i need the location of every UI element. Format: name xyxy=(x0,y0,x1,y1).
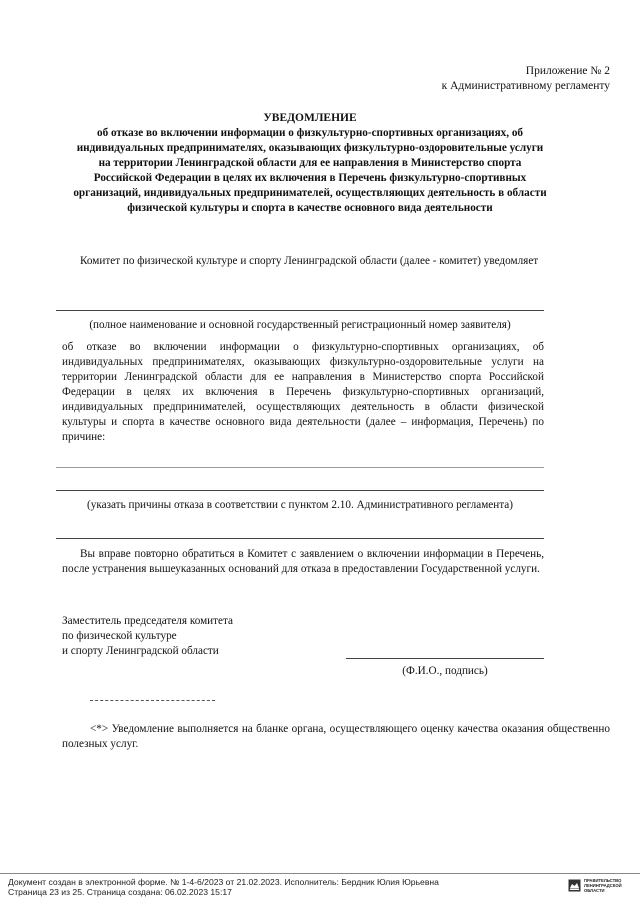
signatory-line-1: Заместитель председателя комитета xyxy=(62,615,233,627)
signatory-block xyxy=(62,614,322,659)
signature-blank-line[interactable] xyxy=(346,658,544,659)
refusal-paragraph: об отказе во включении информации о физкультурно-спортивных организациях, об индивидуальных предпринимателях, оказывающих физкультурно-оздоровительные услуги на территории Ленинградской области для ее направления в Министерство спорта Российской Федерации в целях их включения в Перечень физкультурно-спортивных организаций, индивидуальных предпринимателей, осуществляющих деятельность в области физической культуры и спорта в качестве основного вида деятельности (далее – информация, Перечень) по причине: xyxy=(62,341,544,443)
logo-line-2: ЛЕНИНГРАДСКОЙ xyxy=(584,883,622,888)
signatory-line-3: и спорту Ленинградской области xyxy=(62,645,219,657)
title-body: об отказе во включении информации о физкультурно-спортивных организациях, об индивидуальных предпринимателях, оказывающих физкультурно-оздоровительные услуги на территории Ленинградской области для ее направления в Министерство спорта Российской Федерации в целях их включения в Перечень физкультурно-спортивных организаций, индивидуальных предпринимателей, осуществляющих деятельность в области физической культуры и спорта в качестве основного вида деятельности xyxy=(73,127,547,214)
logo-line-1: ПРАВИТЕЛЬСТВО xyxy=(584,878,622,883)
signatory-line-2: по физической культуре xyxy=(62,630,177,642)
signature-caption: (Ф.И.О., подпись) xyxy=(402,665,488,677)
footer-divider xyxy=(0,873,640,874)
title-heading: УВЕДОМЛЕНИЕ xyxy=(263,112,357,124)
annex-reference: к Административному регламенту xyxy=(441,80,610,92)
reason-blank-line-2[interactable] xyxy=(56,490,544,491)
footer-line-2: Страница 23 из 25. Страница создана: 06.02.2023 15:17 xyxy=(8,887,232,897)
document-title xyxy=(70,111,550,216)
reason-blank-line-1[interactable] xyxy=(56,467,544,468)
annex-number: Приложение № 2 xyxy=(525,65,610,77)
coat-of-arms-icon xyxy=(568,879,581,892)
footer-text xyxy=(8,877,439,897)
reason-blank-line-3[interactable] xyxy=(56,538,544,539)
applicant-blank-line[interactable] xyxy=(56,310,544,311)
footnote-separator xyxy=(90,700,215,701)
government-logo xyxy=(568,877,624,899)
reason-caption: (указать причины отказа в соответствии с пунктом 2.10. Административного регламента) xyxy=(87,499,513,511)
applicant-caption: (полное наименование и основной государственный регистрационный номер заявителя) xyxy=(89,319,511,331)
logo-line-3: ОБЛАСТИ xyxy=(584,888,605,893)
annex-header xyxy=(442,64,610,94)
intro-paragraph: Комитет по физической культуре и спорту Ленинградской области (далее - комитет) уведомляет xyxy=(80,255,539,267)
footnote-text: <*> Уведомление выполняется на бланке органа, осуществляющего оценку качества оказания общественно полезных услуг. xyxy=(62,723,610,750)
logo-caption xyxy=(584,878,622,893)
footer-line-1: Документ создан в электронной форме. № 1-4-6/2023 от 21.02.2023. Исполнитель: Бердник Юлия Юрьевна xyxy=(8,877,439,887)
reapply-paragraph: Вы вправе повторно обратиться в Комитет с заявлением о включении информации в Перечень, после устранения вышеуказанных оснований для отказа в предоставлении Государственной услуги. xyxy=(62,548,544,575)
